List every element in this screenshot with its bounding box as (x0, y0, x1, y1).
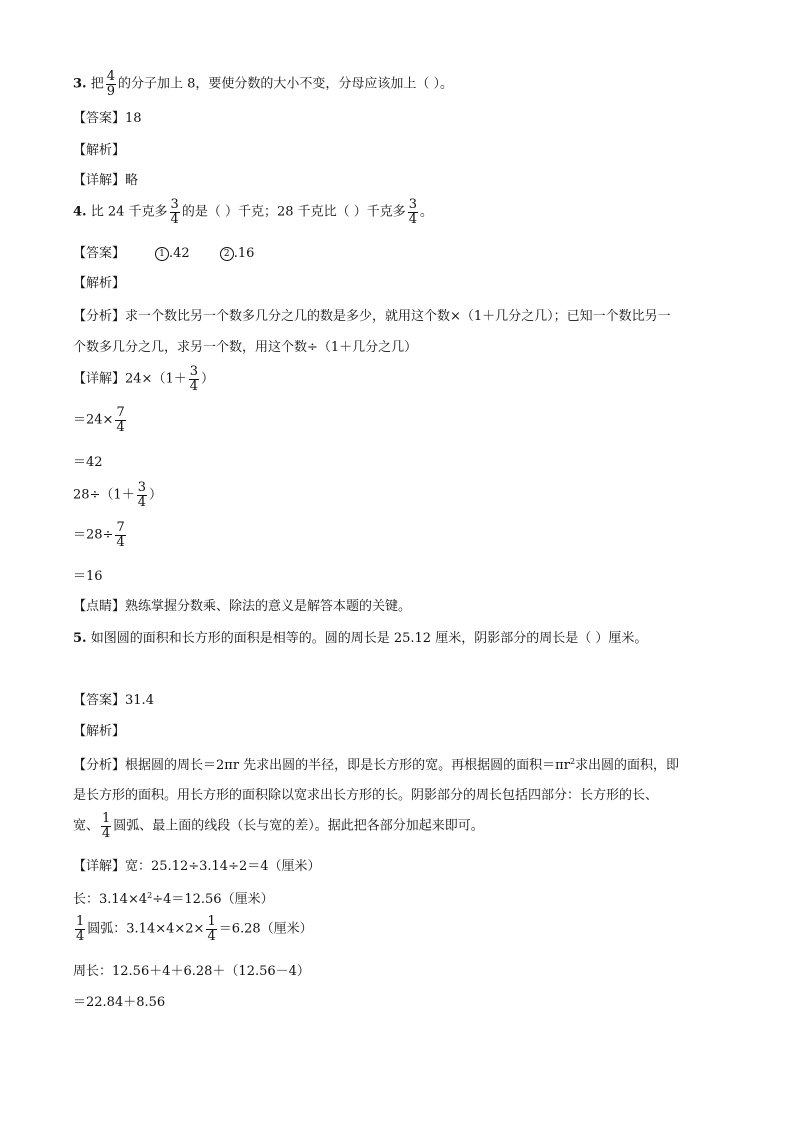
analysis-tag: 【解析】 (73, 143, 126, 158)
answer-tag: 【答案】 (73, 693, 126, 708)
q5-detail-1 (73, 859, 321, 875)
q3-answer (73, 111, 142, 127)
frac-num: 3 (189, 364, 199, 379)
q4-step5-pre: ＝28÷ (73, 527, 114, 543)
q3-text-pre: 把 (90, 76, 104, 92)
q4-dianjing-text: 熟练掌握分数乘、除法的意义是解答本题的关键。 (125, 599, 412, 614)
frac-num: 7 (116, 405, 125, 420)
q5-detail-sum: ＝22.84＋8.56 (73, 995, 166, 1010)
q5-detail-sup: 2 (147, 891, 153, 900)
q4-step1-post: ） (201, 371, 215, 387)
frac-num: 1 (76, 914, 85, 929)
q4-step1-pre: 24×（1＋ (125, 371, 187, 387)
q4-fenxi-2 (73, 340, 417, 356)
q3-frac-num: 4 (106, 69, 116, 84)
q5-fenxi-text-2: 是长方形的面积。用长方形的面积除以宽求出长方形的长。阴影部分的周长包括四部分：长方形的长、 (73, 788, 659, 803)
q4-frac2-num: 3 (408, 197, 418, 212)
q4-step4-fraction (137, 481, 147, 509)
q5-detail-length-a: 长：3.14×4 (73, 892, 148, 907)
q4-step6: ＝16 (73, 569, 103, 584)
q5-detail-5 (73, 995, 165, 1011)
q5-question (73, 631, 647, 647)
q5-detail-arc-b: ＝6.28（厘米） (218, 921, 313, 937)
q5-fenxi-text-1a: 根据圆的周长＝2πr 先求出圆的半径，即是长方形的宽。再根据圆的面积＝πr (125, 758, 570, 773)
q3-number: 3. (73, 76, 87, 92)
q4-step-3 (73, 455, 103, 471)
q4-step2-pre: ＝24× (73, 412, 114, 428)
q4-step-5 (73, 521, 128, 549)
dianjing-tag: 【点睛】 (73, 599, 126, 614)
q4-step-1 (73, 365, 214, 393)
q5-fenxi-3 (73, 812, 484, 840)
q5-analysis (73, 724, 125, 740)
q3-detail-text: 略 (125, 173, 139, 188)
answer-tag: 【答案】 (73, 111, 126, 126)
detail-tag: 【详解】 (73, 173, 126, 188)
analysis-tag: 【解析】 (73, 276, 126, 291)
q5-fenxi-sup: 2 (569, 757, 576, 766)
q5-detail-width: 宽：25.12÷3.14÷2＝4（厘米） (125, 859, 321, 874)
analysis-tag: 【解析】 (73, 724, 126, 739)
frac-den: 4 (207, 928, 216, 944)
q4-answer-1: .42 (169, 246, 190, 261)
q4-step3: ＝42 (73, 455, 103, 470)
q4-text-1: 比 24 千克多 (90, 204, 168, 220)
q3-text-post: 的分子加上 8，要使分数的大小不变，分母应该加上（ ）。 (118, 76, 454, 92)
q4-fenxi-text-1: 求一个数比另一个数多几分之几的数是多少，就用这个数×（1＋几分之几）；已知一个数比另一 (125, 309, 671, 324)
q5-detail-4 (73, 964, 310, 980)
q4-fenxi-1 (73, 309, 671, 325)
q4-step4-pre: 28÷（1＋ (73, 487, 135, 503)
q4-frac1-num: 3 (170, 197, 179, 212)
q5-fenxi-text-1b: 求出圆的面积，即 (575, 758, 680, 773)
q4-answer-2: .16 (233, 246, 255, 261)
q5-fenxi-text-3a: 宽、 (73, 818, 100, 834)
q5-fenxi-1 (73, 757, 679, 774)
q4-text-3: 。 (420, 204, 434, 220)
q3-detail (73, 173, 138, 189)
fenxi-tag: 【分析】 (73, 309, 126, 324)
q5-number: 5. (73, 631, 87, 646)
detail-tag: 【详解】 (73, 371, 126, 387)
circled-number-icon: 2 (220, 247, 234, 261)
q5-detail-perimeter: 周长：12.56＋4＋6.28＋（12.56－4） (73, 964, 310, 979)
frac-den: 4 (76, 928, 85, 944)
q4-frac2-den: 4 (408, 211, 418, 227)
q5-detail-3 (73, 915, 313, 943)
q4-step2-fraction (115, 406, 125, 434)
circled-number-icon: 1 (155, 247, 169, 261)
q5-answer-value: 31.4 (125, 693, 154, 708)
q3-frac-den: 9 (106, 83, 116, 99)
q5-detail3-fraction-2 (206, 915, 216, 943)
q4-step4-post: ） (149, 487, 163, 503)
q4-dianjing (73, 599, 411, 615)
q4-step-2 (73, 406, 128, 434)
q4-fenxi-text-2: 个数多几分之几，求另一个数，用这个数÷（1＋几分之几） (73, 340, 418, 355)
q4-answer (73, 246, 254, 262)
q3-fraction (106, 70, 116, 98)
q4-frac1-den: 4 (170, 211, 179, 227)
q4-question (73, 198, 433, 226)
q5-text: 如图圆的面积和长方形的面积是相等的。圆的周长是 25.12 厘米，阴影部分的周长是（ ）厘米。 (90, 631, 648, 646)
q3-answer-value: 18 (125, 111, 142, 126)
q4-step5-fraction (115, 521, 125, 549)
q5-fenxi-fraction (101, 812, 111, 840)
frac-den: 4 (102, 825, 111, 841)
q4-analysis (73, 276, 125, 292)
detail-tag: 【详解】 (73, 859, 126, 874)
q4-step-6 (73, 569, 103, 585)
q5-fenxi-2 (73, 788, 658, 804)
frac-den: 4 (189, 378, 199, 394)
fenxi-tag: 【分析】 (73, 758, 126, 773)
q5-fenxi-text-3b: 圆弧、最上面的线段（长与宽的差）。据此把各部分加起来即可。 (113, 818, 484, 834)
q5-answer (73, 693, 154, 709)
q5-detail-arc-a: 圆弧：3.14×4×2× (87, 921, 205, 937)
q4-fraction-2 (408, 198, 418, 226)
q4-fraction-1 (170, 198, 180, 226)
frac-den: 4 (137, 494, 146, 510)
q4-number: 4. (73, 204, 87, 220)
frac-num: 7 (116, 520, 125, 535)
frac-num: 1 (207, 914, 216, 929)
q5-detail3-fraction-1 (75, 915, 85, 943)
frac-den: 4 (116, 534, 125, 550)
q5-detail-length-b: ÷4＝12.56（厘米） (152, 892, 274, 907)
q4-step-4 (73, 481, 162, 509)
q3-question (73, 70, 453, 98)
q3-analysis (73, 143, 125, 159)
frac-num: 3 (137, 480, 146, 495)
frac-num: 1 (102, 811, 111, 826)
q4-text-2: 的是（ ）千克；28 千克比（ ）千克多 (181, 204, 406, 220)
answer-tag: 【答案】 (73, 246, 126, 261)
q5-detail-2 (73, 891, 274, 908)
q4-step1-fraction (189, 365, 199, 393)
frac-den: 4 (116, 419, 125, 435)
